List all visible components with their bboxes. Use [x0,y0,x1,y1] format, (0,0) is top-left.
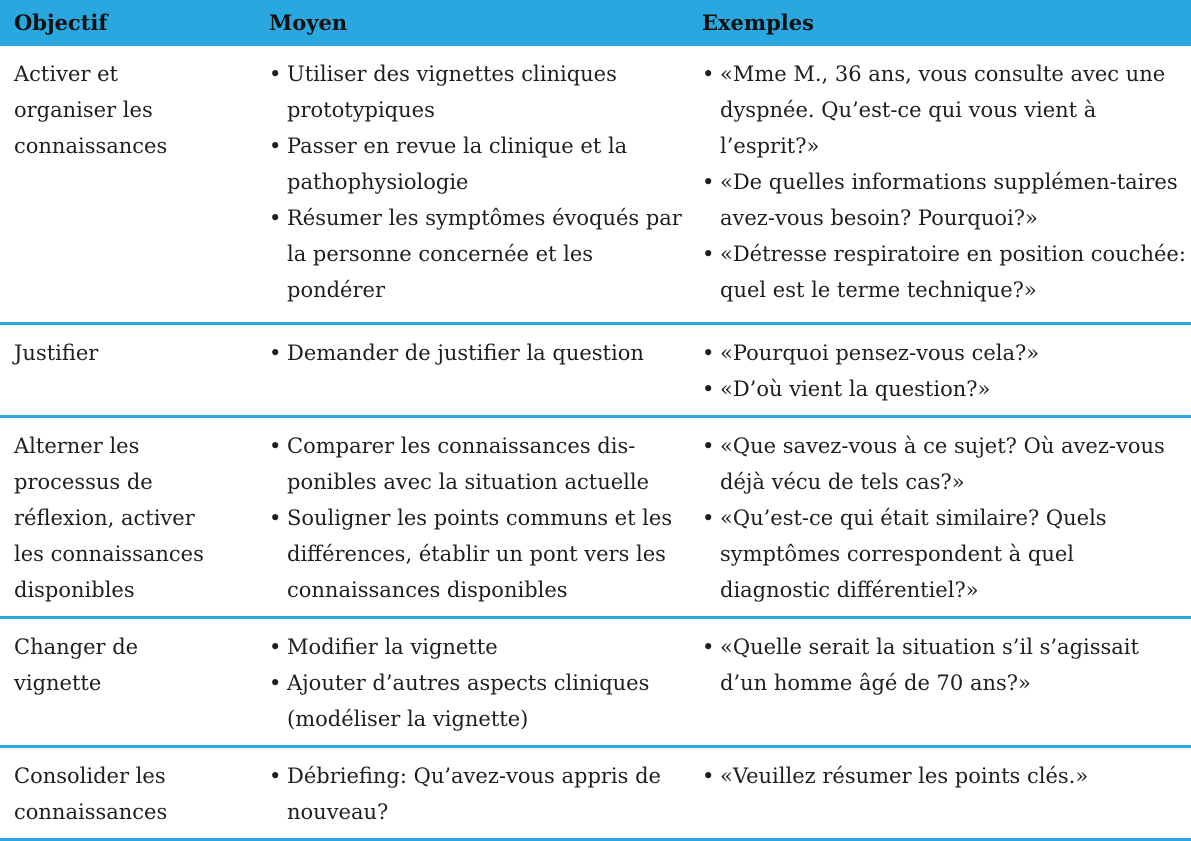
table-body [0,45,1191,840]
exemples-list [702,335,1187,407]
moyen-list [269,335,684,371]
header-row [0,0,1191,45]
objectif-cell: Activer et organiser les connaissances [0,45,255,324]
list-item: • Modifier la vignette [269,629,684,665]
objectif-cell: Changer de vignette [0,618,255,747]
exemples-cell [688,324,1191,417]
list-item: • «Mme M., 36 ans, vous consulte avec une dyspnée. Qu’est-ce qui vous vient à l’esprit?» [702,56,1187,164]
exemples-cell [688,417,1191,618]
table-row [0,747,1191,840]
list-item: • Ajouter d’autres aspects cliniques (modéliser la vignette) [269,665,684,737]
exemples-list [702,56,1187,308]
exemples-cell [688,618,1191,747]
list-item: • Utiliser des vignettes cliniques prototypiques [269,56,684,128]
moyen-list [269,629,684,737]
exemples-list [702,629,1187,701]
table-row [0,618,1191,747]
table-row [0,324,1191,417]
list-item: • Souligner les points communs et les différences, établir un pont vers les connaissances disponibles [269,500,684,608]
moyen-cell [255,45,688,324]
list-item: • «Veuillez résumer les points clés.» [702,758,1187,794]
list-item: • Comparer les connaissances dis-ponibles avec la situation actuelle [269,428,684,500]
exemples-list [702,758,1187,794]
moyen-cell [255,417,688,618]
table-header [0,0,1191,45]
moyen-cell [255,324,688,417]
list-item: • «D’où vient la question?» [702,371,1187,407]
list-item: • Débriefing: Qu’avez-vous appris de nouveau? [269,758,684,830]
header-moyen: Moyen [255,0,688,45]
list-item: • «Quelle serait la situation s’il s’agissait d’un homme âgé de 70 ans?» [702,629,1187,701]
moyen-list [269,56,684,308]
list-item: • «Détresse respiratoire en position couchée: quel est le terme technique?» [702,236,1187,308]
objectif-cell: Consolider les connaissances [0,747,255,840]
list-item: • «Que savez-vous à ce sujet? Où avez-vous déjà vécu de tels cas?» [702,428,1187,500]
moyen-cell [255,618,688,747]
table-row [0,417,1191,618]
list-item: • «Pourquoi pensez-vous cela?» [702,335,1187,371]
exemples-list [702,428,1187,608]
exemples-cell [688,747,1191,840]
table-row [0,45,1191,324]
moyen-list [269,758,684,830]
moyen-list [269,428,684,608]
list-item: • «Qu’est-ce qui était similaire? Quels symptômes correspondent à quel diagnostic différentiel?» [702,500,1187,608]
moyen-cell [255,747,688,840]
list-item: • Demander de justifier la question [269,335,684,371]
list-item: • «De quelles informations supplémen-taires avez-vous besoin? Pourquoi?» [702,164,1187,236]
exemples-cell [688,45,1191,324]
header-exemples: Exemples [688,0,1191,45]
list-item: • Passer en revue la clinique et la pathophysiologie [269,128,684,200]
objectif-cell: Alterner les processus de réflexion, activer les connaissances disponibles [0,417,255,618]
list-item: • Résumer les symptômes évoqués par la personne concernée et les pondérer [269,200,684,308]
header-objectif: Objectif [0,0,255,45]
objectif-cell: Justifier [0,324,255,417]
